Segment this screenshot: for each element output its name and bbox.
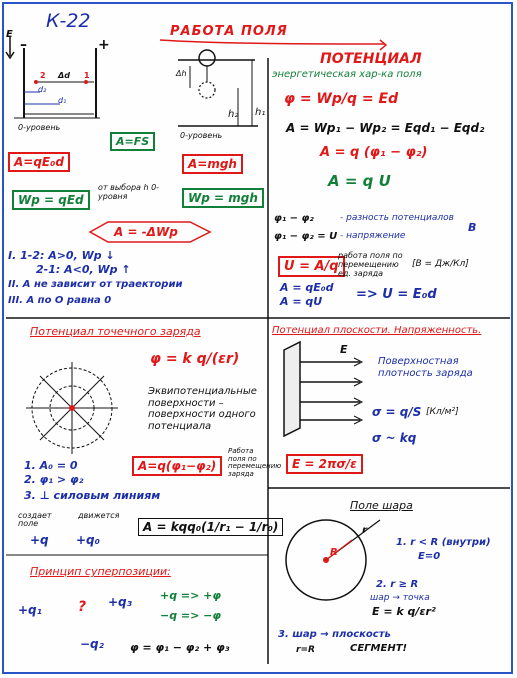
a-qu2: A = qU	[280, 295, 323, 308]
field-e-label: E	[6, 29, 13, 40]
minus-rule: −q => −φ	[160, 609, 222, 622]
plate-title: Потенциал плоскости. Напряженность.	[272, 325, 482, 336]
a-minus-dwp-formula: A = -ΔWp	[114, 225, 178, 239]
wp-mgh-formula: Wp = mgh	[182, 188, 264, 208]
charge-q: +q	[30, 533, 49, 547]
minus-sign: –	[20, 37, 27, 53]
wp-note: от выбора h 0-уровня	[98, 183, 160, 201]
charge-q2: −q₂	[80, 637, 104, 651]
wp-qed-formula: Wp = qEd	[12, 190, 90, 210]
surface-density-note: Поверхностная плотность заряда	[378, 356, 473, 379]
plus-sign: +	[98, 37, 110, 53]
sigma-formula: σ = q/S	[372, 405, 422, 419]
superposition-title: Принцип суперпозиции:	[30, 565, 171, 578]
phi-difference-note: - разность потенциалов	[340, 213, 454, 223]
creates-field-note: создает поле	[18, 511, 52, 528]
rule-2: II. A не зависит от траектории	[8, 279, 183, 290]
phi-sum: φ = φ₁ − φ₂ + φ₃	[130, 641, 230, 654]
delta-d: Δd	[58, 71, 70, 80]
akqq-formula: A = kqq₀(1/r₁ − 1/r₀)	[138, 518, 283, 536]
d2-label: d₂	[38, 85, 47, 94]
prop-phi12: 2. φ₁ > φ₂	[24, 473, 84, 486]
sphere-case3b: r=R	[296, 645, 315, 655]
work-eq: A = Wp₁ − Wp₂ = Eqd₁ − Eqd₂	[286, 121, 485, 135]
page-header: РАБОТА ПОЛЯ	[170, 24, 288, 39]
phi-point-formula: φ = k q/(εr)	[150, 351, 240, 367]
prop-perp: 3. ⊥ силовым линиям	[24, 489, 161, 502]
segment-note: СЕГМЕНТ!	[350, 643, 408, 654]
a-qu-formula: A = q U	[328, 172, 391, 190]
u-note: работа поля по перемещению ед. заряда	[338, 251, 403, 278]
volt-unit-b: B	[468, 221, 477, 234]
d1-label: d₁	[58, 96, 67, 105]
sphere-case1b: E=0	[418, 551, 441, 562]
plus-rule: +q => +φ	[160, 589, 222, 602]
moves-note: движется	[78, 511, 120, 520]
prop-a0: 1. A₀ = 0	[24, 459, 78, 472]
sphere-r-label: R	[330, 547, 338, 558]
rule-1: I. 1-2: A>0, Wp ↓	[8, 249, 115, 262]
sigma-kq: σ ~ kq	[372, 431, 417, 445]
card-id: К-22	[46, 10, 91, 32]
point-charge-title: Потенциал точечного заряда	[30, 325, 201, 338]
delta-h: Δh	[176, 69, 187, 78]
equipotential-note: Эквипотенциальные поверхности – поверхности одного потенциала	[148, 386, 257, 432]
sigma-unit: [Кл/м²]	[426, 407, 459, 417]
sphere-case2c: E = k q/εr²	[372, 605, 436, 618]
plate-e-label: E	[340, 343, 348, 356]
work-point-formula: A=q(φ₁−φ₂)	[132, 456, 222, 476]
potential-title: ПОТЕНЦИАЛ	[320, 51, 422, 67]
h2-label: h₂	[228, 109, 239, 120]
u-definition: U = A/q	[278, 256, 345, 277]
sphere-case1: 1. r < R (внутри)	[396, 537, 491, 548]
zero-level-left: 0-уровень	[18, 123, 61, 132]
rule-3: III. A по O равна 0	[8, 295, 112, 306]
phi-definition: φ = Wp/q = Ed	[284, 91, 399, 107]
voltage-eq: φ₁ − φ₂ = U	[274, 231, 338, 242]
charge-q1: +q₁	[18, 603, 42, 617]
a-qe0d: A = qE₀d	[280, 281, 334, 294]
phi-difference: φ₁ − φ₂	[274, 213, 314, 224]
a-mgh-formula: A=mgh	[182, 154, 243, 174]
a-qed-formula: A=qE₀d	[8, 152, 70, 172]
point-1: 1	[84, 71, 90, 80]
charge-q0: +q₀	[76, 533, 100, 547]
a-fs-formula: A=FS	[110, 132, 155, 151]
work-point-note: Работа поля по перемещению заряда	[228, 447, 282, 479]
sphere-case3: 3. шар → плоскость	[278, 629, 391, 640]
work-phi: A = q (φ₁ − φ₂)	[320, 145, 428, 160]
voltage-note: - напряжение	[340, 231, 406, 241]
sphere-r-small: r	[362, 525, 367, 536]
zero-level-right: 0-уровень	[180, 131, 223, 140]
sphere-case2b: шар → точка	[370, 593, 430, 603]
sphere-case2: 2. r ≥ R	[376, 579, 419, 590]
volt-unit: [B = Дж/Кл]	[412, 259, 469, 269]
plate-e-formula: E = 2πσ/ε	[286, 454, 363, 474]
potential-subtitle: энергетическая хар-ка поля	[272, 69, 422, 80]
h1-label: h₁	[255, 107, 266, 118]
point-2: 2	[40, 71, 46, 80]
rule-1b: 2-1: A<0, Wp ↑	[36, 263, 131, 276]
charge-q3: +q₃	[108, 595, 132, 609]
sphere-title: Поле шара	[350, 499, 413, 512]
u-e0d: => U = E₀d	[356, 287, 437, 302]
question-mark: ?	[78, 599, 87, 615]
